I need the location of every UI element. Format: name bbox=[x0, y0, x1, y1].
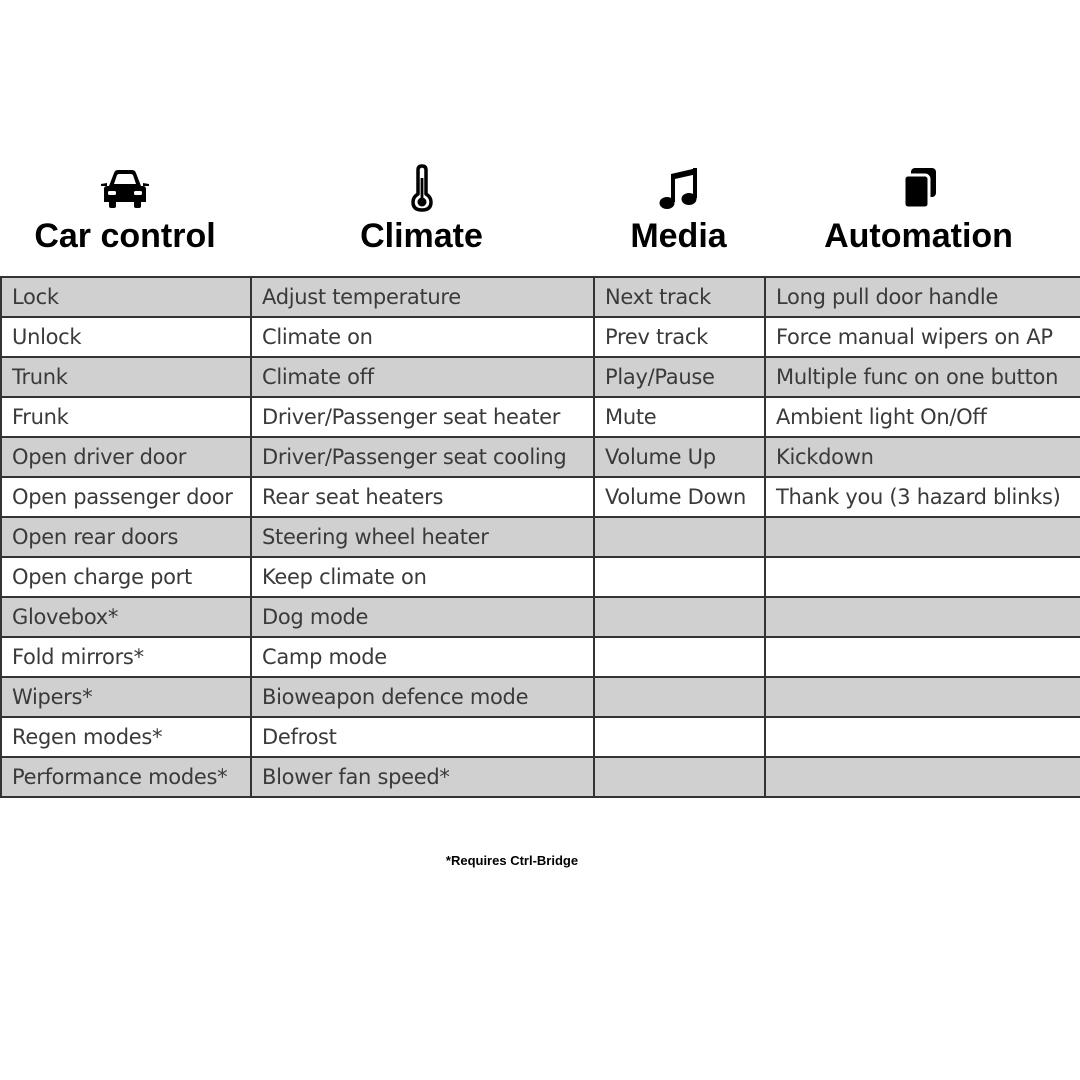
table-cell: Regen modes* bbox=[1, 717, 251, 757]
table-row bbox=[1, 477, 1080, 517]
column-headers bbox=[0, 160, 1080, 276]
table-row bbox=[1, 677, 1080, 717]
table-cell bbox=[765, 517, 1080, 557]
column-title: Media bbox=[630, 217, 727, 255]
column-header-automation bbox=[764, 160, 1073, 276]
table-row bbox=[1, 317, 1080, 357]
table-cell: Driver/Passenger seat heater bbox=[251, 397, 594, 437]
column-title: Automation bbox=[824, 217, 1013, 255]
table-cell: Keep climate on bbox=[251, 557, 594, 597]
table-cell: Force manual wipers on AP bbox=[765, 317, 1080, 357]
car-icon bbox=[99, 164, 151, 212]
music-note-icon bbox=[653, 164, 705, 212]
table-cell bbox=[765, 757, 1080, 797]
table-cell: Play/Pause bbox=[594, 357, 765, 397]
table-cell: Defrost bbox=[251, 717, 594, 757]
features-table bbox=[0, 276, 1080, 798]
table-row bbox=[1, 517, 1080, 557]
table-cell bbox=[765, 717, 1080, 757]
table-cell: Trunk bbox=[1, 357, 251, 397]
table-cell: Wipers* bbox=[1, 677, 251, 717]
table-cell: Bioweapon defence mode bbox=[251, 677, 594, 717]
column-header-media bbox=[593, 160, 764, 276]
table-cell: Rear seat heaters bbox=[251, 477, 594, 517]
table-cell bbox=[594, 597, 765, 637]
table-cell bbox=[594, 717, 765, 757]
table-cell: Kickdown bbox=[765, 437, 1080, 477]
footnote: *Requires Ctrl-Bridge bbox=[445, 853, 579, 868]
table-cell bbox=[765, 597, 1080, 637]
stacked-squares-icon bbox=[893, 164, 945, 212]
table-cell bbox=[594, 517, 765, 557]
table-cell bbox=[594, 637, 765, 677]
table-cell: Climate off bbox=[251, 357, 594, 397]
column-header-car-control bbox=[0, 160, 250, 276]
thermometer-icon bbox=[396, 164, 448, 212]
table-cell: Open driver door bbox=[1, 437, 251, 477]
table-cell: Climate on bbox=[251, 317, 594, 357]
column-title: Climate bbox=[360, 217, 483, 255]
table-cell bbox=[765, 557, 1080, 597]
table-row bbox=[1, 557, 1080, 597]
table-cell: Lock bbox=[1, 277, 251, 317]
table-row bbox=[1, 637, 1080, 677]
table-cell: Ambient light On/Off bbox=[765, 397, 1080, 437]
table-cell bbox=[594, 677, 765, 717]
table-cell: Volume Up bbox=[594, 437, 765, 477]
table-cell bbox=[765, 637, 1080, 677]
table-cell: Frunk bbox=[1, 397, 251, 437]
table-cell: Long pull door handle bbox=[765, 277, 1080, 317]
table-row bbox=[1, 437, 1080, 477]
table-cell: Camp mode bbox=[251, 637, 594, 677]
table-cell: Open charge port bbox=[1, 557, 251, 597]
table-cell: Open rear doors bbox=[1, 517, 251, 557]
table-cell: Prev track bbox=[594, 317, 765, 357]
table-cell: Volume Down bbox=[594, 477, 765, 517]
table-row bbox=[1, 757, 1080, 797]
table-row bbox=[1, 277, 1080, 317]
table-row bbox=[1, 597, 1080, 637]
table-cell: Open passenger door bbox=[1, 477, 251, 517]
table-cell: Adjust temperature bbox=[251, 277, 594, 317]
table-cell: Multiple func on one button bbox=[765, 357, 1080, 397]
table-cell bbox=[594, 757, 765, 797]
table-cell bbox=[765, 677, 1080, 717]
table-cell: Thank you (3 hazard blinks) bbox=[765, 477, 1080, 517]
table-cell: Steering wheel heater bbox=[251, 517, 594, 557]
table-row bbox=[1, 397, 1080, 437]
column-title: Car control bbox=[34, 217, 216, 255]
table-cell: Driver/Passenger seat cooling bbox=[251, 437, 594, 477]
table-cell: Dog mode bbox=[251, 597, 594, 637]
table-cell: Performance modes* bbox=[1, 757, 251, 797]
table-cell: Blower fan speed* bbox=[251, 757, 594, 797]
table-cell: Mute bbox=[594, 397, 765, 437]
table-cell: Next track bbox=[594, 277, 765, 317]
table-cell: Unlock bbox=[1, 317, 251, 357]
table-cell bbox=[594, 557, 765, 597]
column-header-climate bbox=[250, 160, 593, 276]
table-row bbox=[1, 357, 1080, 397]
table-cell: Glovebox* bbox=[1, 597, 251, 637]
table-row bbox=[1, 717, 1080, 757]
table-cell: Fold mirrors* bbox=[1, 637, 251, 677]
